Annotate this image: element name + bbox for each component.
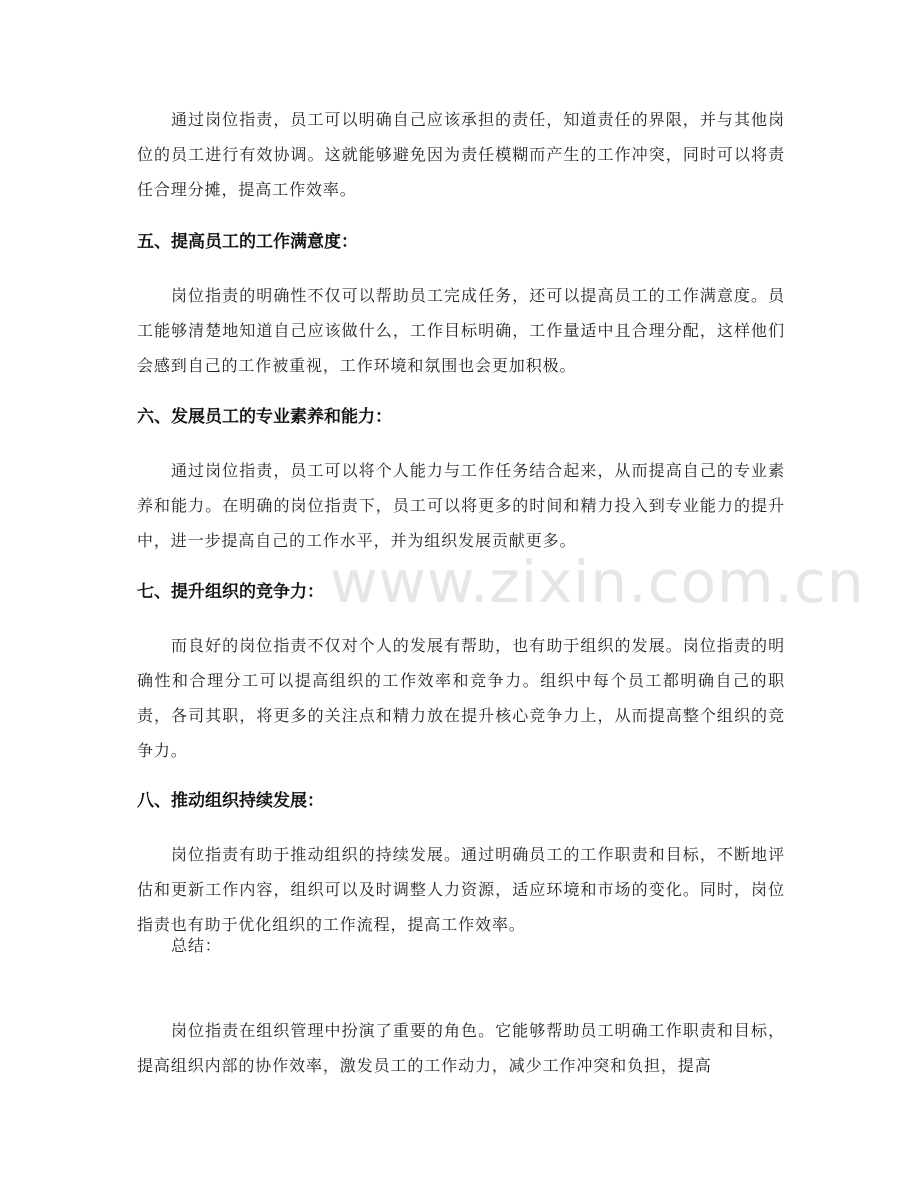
- summary-label: 总结：: [171, 936, 222, 955]
- paragraph-section-8: 岗位指责有助于推动组织的持续发展。通过明确员工的工作职责和目标，不断地评估和更新工作内容，组织可以及时调整人力资源，适应环境和市场的变化。同时，岗位指责也有助于优化组织的工作流程，提高工作效率。: [137, 845, 785, 934]
- paragraph-responsibility-coordination: 通过岗位指责，员工可以明确自己应该承担的责任，知道责任的界限，并与其他岗位的员工进行有效协调。这就能够避免因为责任模糊而产生的工作冲突，同时可以将责任合理分摊，提高工作效率。: [137, 110, 785, 199]
- paragraph-summary: 岗位指责在组织管理中扮演了重要的角色。它能够帮助员工明确工作职责和目标，提高组织内部的协作效率，激发员工的工作动力，减少工作冲突和负担，提高: [137, 1021, 785, 1075]
- paragraph-section-6: 通过岗位指责，员工可以将个人能力与工作任务结合起来，从而提高自己的专业素养和能力。在明确的岗位指责下，员工可以将更多的时间和精力投入到专业能力的提升中，进一步提高自己的工作水平，并为组织发展贡献更多。: [137, 461, 785, 550]
- heading-section-6: 六、发展员工的专业素养和能力：: [137, 407, 392, 427]
- heading-section-5: 五、提高员工的工作满意度：: [137, 232, 358, 252]
- heading-section-7: 七、提升组织的竞争力：: [137, 582, 324, 602]
- heading-section-8: 八、推动组织持续发展：: [137, 791, 324, 811]
- paragraph-section-5: 岗位指责的明确性不仅可以帮助员工完成任务，还可以提高员工的工作满意度。员工能够清楚地知道自己应该做什么，工作目标明确，工作量适中且合理分配，这样他们会感到自己的工作被重视，工作环境和氛围也会更加积极。: [137, 286, 785, 375]
- paragraph-section-7: 而良好的岗位指责不仅对个人的发展有帮助，也有助于组织的发展。岗位指责的明确性和合理分工可以提高组织的工作效率和竞争力。组织中每个员工都明确自己的职责，各司其职，将更多的关注点和精力放在提升核心竞争力上，从而提高整个组织的竞争力。: [137, 636, 785, 760]
- watermark-text: www.zixin.com.cn: [330, 548, 865, 616]
